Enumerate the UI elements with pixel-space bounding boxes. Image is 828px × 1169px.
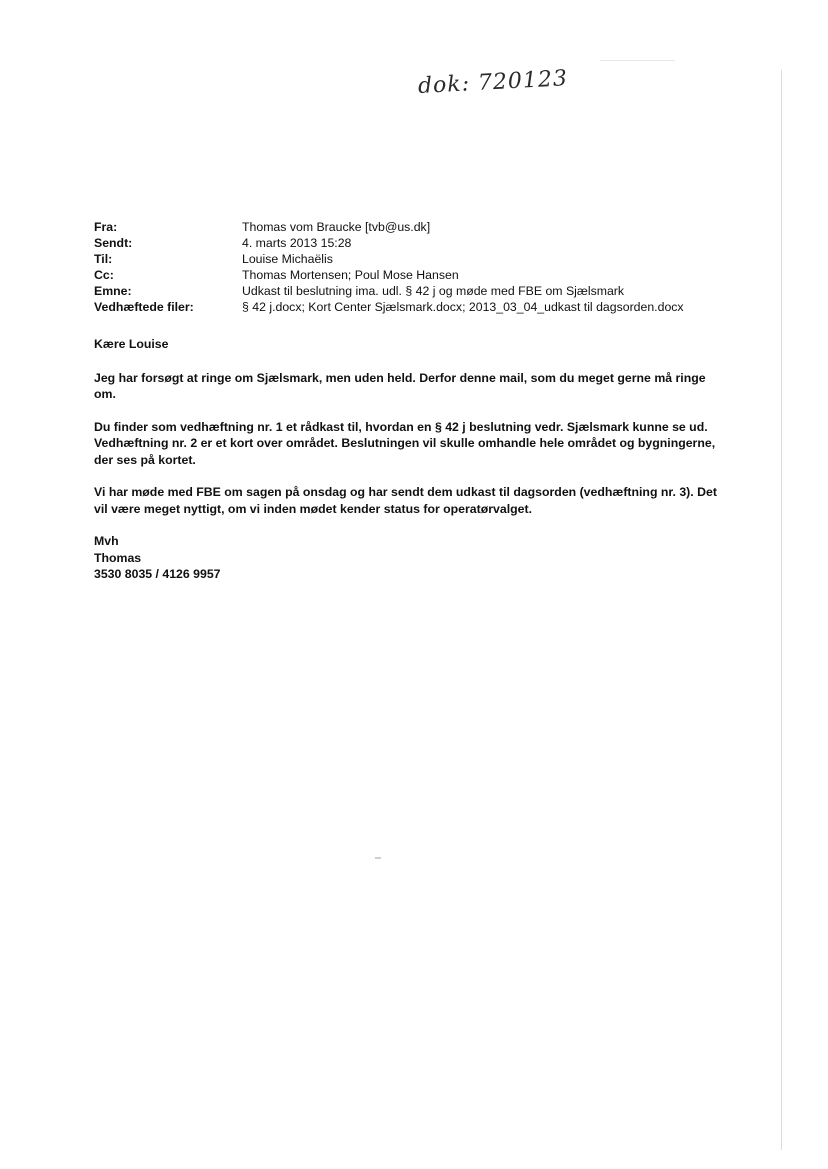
header-row-from [94, 219, 684, 235]
signature-block [94, 533, 724, 583]
header-row-subject [94, 283, 684, 299]
header-label: Vedhæftede filer: [94, 300, 194, 314]
header-label: Til: [94, 252, 113, 266]
greeting: Kære Louise [94, 337, 169, 351]
header-row-cc [94, 267, 684, 283]
handwritten-doc-number: dok: 720123 [417, 66, 569, 99]
header-value: Louise Michaëlis [242, 252, 333, 266]
header-label: Fra: [94, 220, 118, 234]
header-row-attachments [94, 299, 684, 315]
header-value: Thomas Mortensen; Poul Mose Hansen [242, 268, 459, 282]
signer-phone: 3530 8035 / 4126 9957 [94, 567, 221, 581]
header-value: 4. marts 2013 15:28 [242, 236, 352, 250]
body-paragraph: Jeg har forsøgt at ringe om Sjælsmark, men uden held. Derfor denne mail, som du meget gerne må ringe om. [94, 370, 706, 401]
header-value: Udkast til beslutning ima. udl. § 42 j og møde med FBE om Sjælsmark [242, 284, 625, 298]
header-value: § 42 j.docx; Kort Center Sjælsmark.docx; 2013_03_04_udkast til dagsorden.docx [242, 300, 684, 314]
closing: Mvh [94, 534, 119, 548]
header-row-sent [94, 235, 684, 251]
body-paragraph: Du finder som vedhæftning nr. 1 et rådkast til, hvordan en § 42 j beslutning vedr. Sjælsmark kunne se ud. Vedhæftning nr. 2 er et kort over området. Beslutningen vil skulle omhandle hele området og bygningerne, der ses på kortet. [94, 419, 716, 467]
header-row-to [94, 251, 684, 267]
scan-artifact [375, 857, 381, 859]
scan-artifact [600, 60, 675, 61]
email-body [94, 336, 724, 583]
body-paragraph: Vi har møde med FBE om sagen på onsdag og har sendt dem udkast til dagsorden (vedhæftning nr. 3). Det vil være meget nyttigt, om vi inden mødet kender status for operatørvalget. [94, 485, 717, 516]
header-label: Emne: [94, 284, 132, 298]
header-value: Thomas vom Braucke [tvb@us.dk] [242, 220, 431, 234]
header-label: Cc: [94, 268, 114, 282]
signer-name: Thomas [94, 550, 142, 565]
email-header [94, 219, 684, 315]
scan-edge-line [781, 70, 782, 1150]
header-label: Sendt: [94, 236, 133, 250]
